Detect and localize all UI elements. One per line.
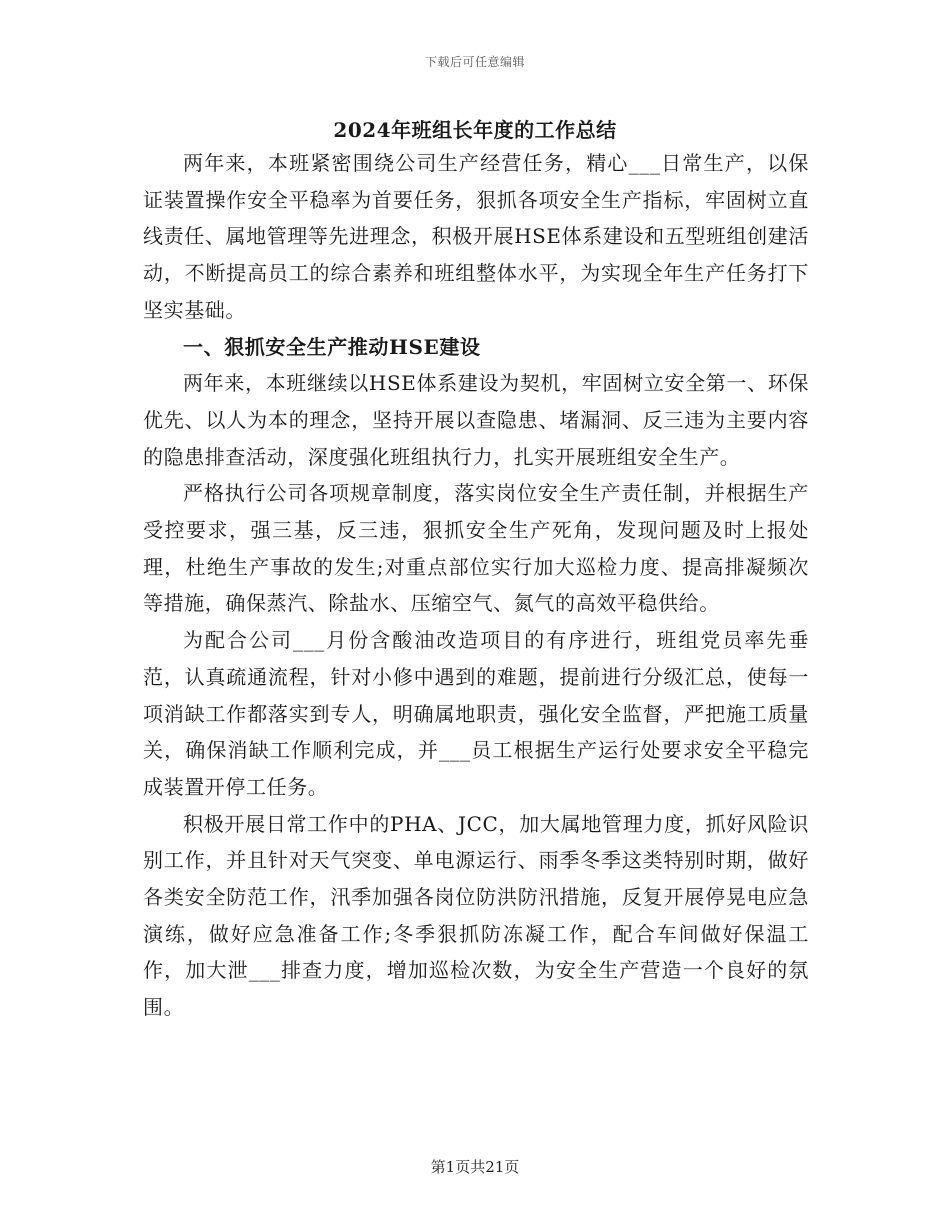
paragraph-risk: 积极开展日常工作中的PHA、JCC，加大属地管理力度，抓好风险识别工作，并且针对天气突变、单电源运行、雨季冬季这类特别时期，做好各类安全防范工作，汛季加强各岗位防洪防汛措施，反复开展停晃电应急演练，做好应急准备工作;冬季狠抓防冻凝工作，配合车间做好保温工作，加大泄___排查力度，增加巡检次数，为安全生产营造一个良好的氛围。 [143,811,809,1020]
document-title: 2024年班组长年度的工作总结 [333,118,617,142]
page-number: 第1页共21页 [430,1158,520,1176]
paragraph-regulations: 严格执行公司各项规章制度，落实岗位安全生产责任制，并根据生产受控要求，强三基，反三违，狠抓安全生产死角，发现问题及时上报处理，杜绝生产事故的发生;对重点部位实行加大巡检力度、提高排凝频次等措施，确保蒸汽、除盐水、压缩空气、氮气的高效平稳供给。 [143,481,809,616]
paragraph-renovation: 为配合公司___月份含酸油改造项目的有序进行，班组党员率先垂范，认真疏通流程，针对小修中遇到的难题，提前进行分级汇总，使每一项消缺工作都落实到专人，明确属地职责，强化安全监督，严把施工质量关，确保消缺工作顺利完成，并___员工根据生产运行处要求安全平稳完成装置开停工任务。 [143,628,809,799]
page-header-note: 下载后可任意编辑 [424,55,525,69]
document-body [143,145,809,1026]
paragraph-hse: 两年来，本班继续以HSE体系建设为契机，牢固树立安全第一、环保优先、以人为本的理念，坚持开展以查隐患、堵漏洞、反三违为主要内容的隐患排查活动，深度强化班组执行力，扎实开展班组安全生产。 [143,371,809,469]
paragraph-intro: 两年来，本班紧密围绕公司生产经营任务，精心___日常生产，以保证装置操作安全平稳率为首要任务，狠抓各项安全生产指标，牢固树立直线责任、属地管理等先进理念，积极开展HSE体系建设和五型班组创建活动，不断提高员工的综合素养和班组整体水平，为实现全年生产任务打下坚实基础。 [143,151,809,322]
section-heading-1: 一、狠抓安全生产推动HSE建设 [183,334,481,359]
